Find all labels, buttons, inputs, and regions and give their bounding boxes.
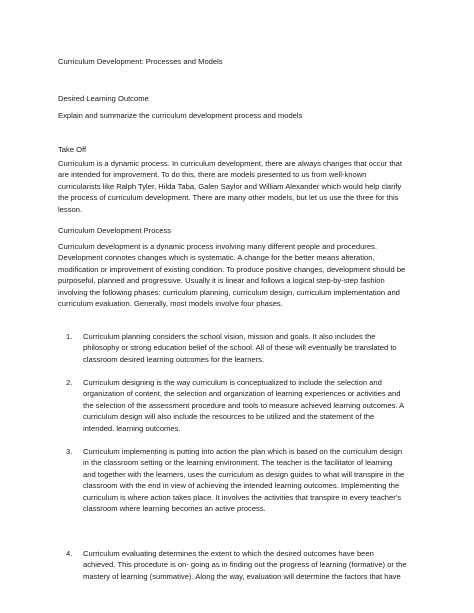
list-item-line: mastery of learning (summative). Along the way, evaluation will determine the factors that have — [83, 571, 401, 581]
list-item-line: the selection of the assessment procedure and tools to measure achieved learning outcomes. A — [83, 400, 405, 410]
list-item — [58, 548, 424, 582]
list-item-line: Curriculum designing is the way curriculum is conceptualized to include the selection and — [83, 378, 382, 387]
paragraph-line: modification or improvement of existing condition. To produce positive changes, development should be — [58, 264, 406, 274]
paragraph-line: involving the following phases: curriculum planning, curriculum design, curriculum implementation and — [58, 287, 400, 297]
paragraph-line: Curriculum is a dynamic process. In curriculum development, there are always changes that occur that — [58, 159, 402, 168]
process-heading: Curriculum Development Process — [58, 226, 172, 235]
outcome-heading: Desired Learning Outcome — [58, 94, 149, 103]
paragraph-line: are intended for improvement. To do this, there are models presented to us from well-known — [58, 170, 367, 180]
paragraph-line: purposeful, planned and progressive. Usually it is linear and follows a logical step-by-step fashion — [58, 276, 385, 286]
list-item-line: intended. learning outcomes. — [83, 423, 181, 433]
list-item-line: classroom with the end in view of achieving the intended learning outcomes. Implementing the — [83, 481, 400, 491]
list-item — [58, 377, 424, 434]
paragraph-line: Development connotes changes which is systematic. A change for the better means alteration, — [58, 253, 375, 263]
list-item-line: Curriculum evaluating determines the extent to which the desired outcomes have been — [83, 549, 374, 558]
paragraph-line: lesson. — [58, 204, 83, 214]
list-item-line: curriculum is where action takes place. It involves the activities that transpire in every teacher's — [83, 492, 401, 502]
paragraph-line: the process of curriculum development. There are many other models, but let us use the three for this — [58, 193, 399, 203]
paragraph-line: curriculum evaluation. Generally, most models involve four phases. — [58, 299, 283, 309]
list-item-line: philosophy or strong education belief of the school. All of these will eventually be translated to — [83, 343, 397, 353]
list-item-line: in the classroom setting or the learning environment. The teacher is the facilitator of learning — [83, 458, 393, 468]
list-item-line: Curriculum implementing is putting into action the plan which is based on the curriculum design — [83, 447, 403, 456]
list-item-line: Curriculum planning considers the school vision, mission and goals. It also includes the — [83, 332, 376, 341]
list-item-line: and together with the learners, uses the curriculum as design guides to what will transpire in the — [83, 469, 405, 479]
outcome-text: Explain and summarize the curriculum development process and models — [58, 111, 303, 120]
takeoff-heading: Take Off — [58, 145, 87, 154]
list-item — [58, 446, 424, 514]
list-number: 2. — [66, 378, 73, 387]
paragraph-line: Curriculum development is a dynamic process involving many different people and procedures. — [58, 242, 377, 251]
list-number: 3. — [66, 447, 73, 456]
document-title: Curriculum Development: Processes and Models — [58, 57, 223, 66]
list-item-line: curriculum design will also include the resources to be utilized and the statement of the — [83, 412, 375, 422]
list-item-line: organization of content, the selection and organization of learning experiences or activities and — [83, 389, 401, 399]
list-number: 4. — [66, 549, 73, 558]
paragraph-line: curricularists like Ralph Tyler, Hilda Taba, Galen Saylor and William Alexander which would help clarify — [58, 181, 402, 191]
list-item — [58, 331, 424, 365]
list-item-line: classroom desired learning outcomes for the learners. — [83, 354, 265, 364]
takeoff-paragraph — [58, 158, 424, 215]
list-item-line: classroom where learning becomes an active process. — [83, 504, 266, 514]
process-paragraph — [58, 241, 424, 309]
list-number: 1. — [66, 332, 73, 341]
list-item-line: achieved. This procedure is on- going as in finding out the progress of learning (formative) or the — [83, 560, 407, 570]
